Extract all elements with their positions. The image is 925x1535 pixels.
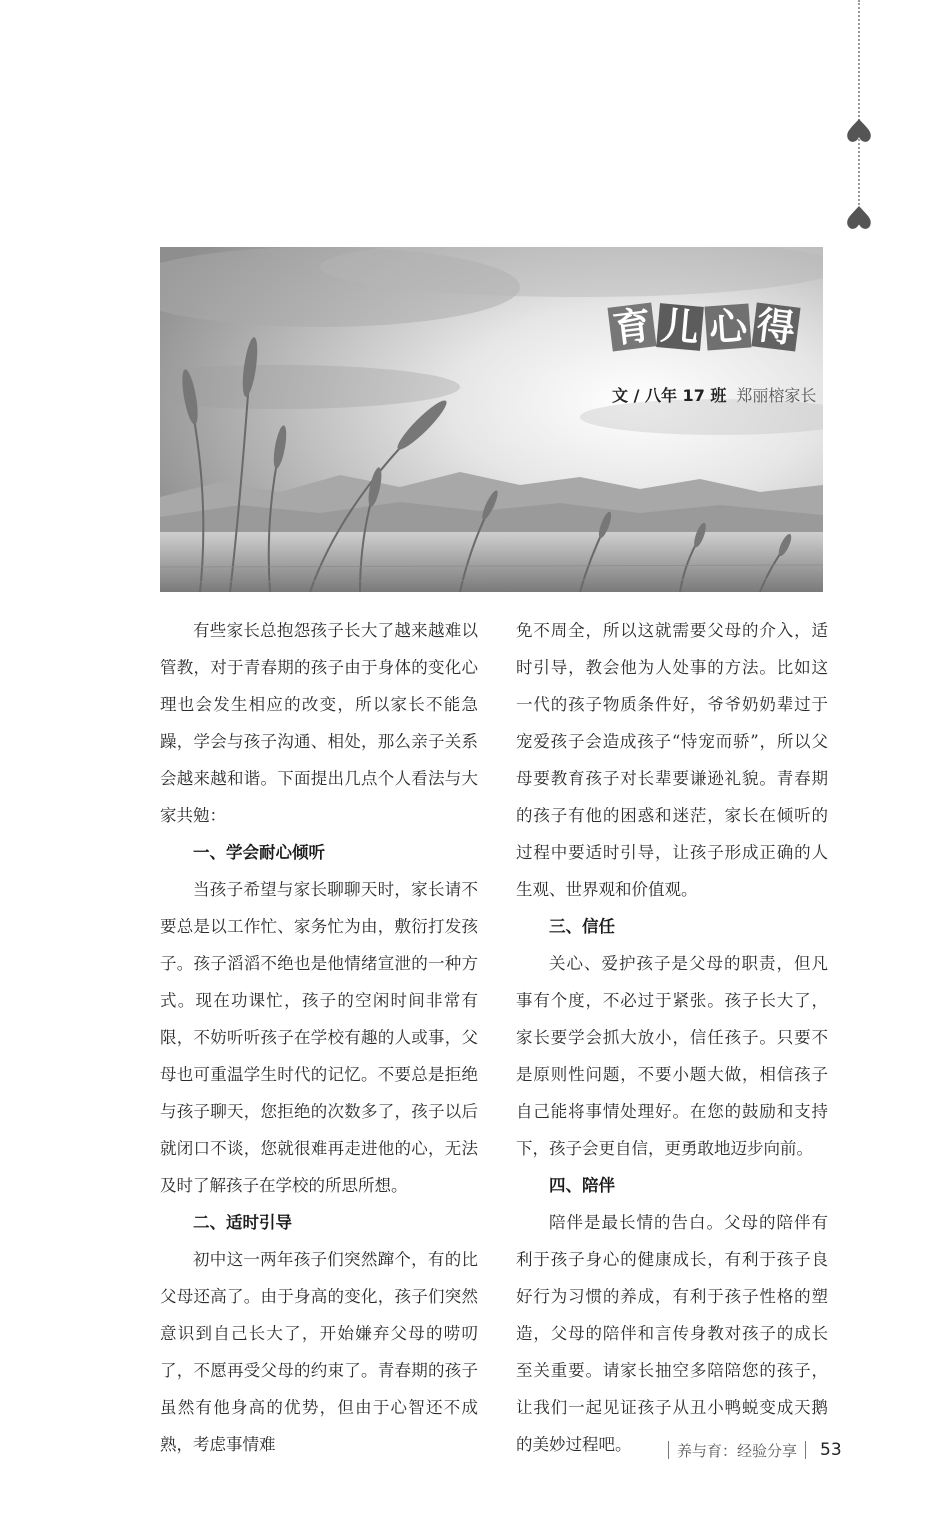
intro-paragraph: 有些家长总抱怨孩子长大了越来越难以管教，对于青春期的孩子由于身体的变化心理也会发生相应的改变，所以家长不能急躁，学会与孩子沟通、相处，那么亲子关系会越来越和谐。下面提出几点个人看法与大家共勉：: [160, 621, 478, 825]
title-character: 得: [751, 302, 800, 351]
dotted-divider-line: [858, 0, 860, 225]
footer-section-label: 养与育：经验分享: [677, 1441, 798, 1460]
author-byline: [612, 383, 816, 406]
section-paragraph: 当孩子希望与家长聊聊天时，家长请不要总是以工作忙、家务忙为由，敷衍打发孩子。孩子滔滔不绝也是他情绪宣泄的一种方式。现在功课忙，孩子的空闲时间非常有限，不妨听听孩子在学校有趣的人或事，父母也可重温学生时代的记忆。不要总是拒绝与孩子聊天，您拒绝的次数多了，孩子以后就闭口不谈，您就很难再走进他的心，无法及时了解孩子在学校的所思所想。: [160, 880, 478, 1195]
page-footer: [660, 1438, 842, 1462]
heart-icon: [845, 205, 873, 233]
left-text-column: [160, 612, 478, 1463]
header-banner-image: [160, 247, 823, 592]
section-heading: 一、学会耐心倾听: [193, 843, 325, 862]
title-character: 育: [607, 302, 656, 351]
section-paragraph: 初中这一两年孩子们突然蹿个，有的比父母还高了。由于身高的变化，孩子们突然意识到自己长大了，开始嫌弃父母的唠叨了，不愿再受父母的约束了。青春期的孩子虽然有他身高的优势，但由于心智还不成熟，考虑事情难: [160, 1250, 478, 1454]
byline-author: 郑丽榕家长: [736, 386, 817, 405]
section-paragraph-continued: 免不周全，所以这就需要父母的介入，适时引导，教会他为人处事的方法。比如这一代的孩子物质条件好，爷爷奶奶辈过于宠爱孩子会造成孩子“恃宠而骄”，所以父母要教育孩子对长辈要谦逊礼貌。青春期的孩子有他的困惑和迷茫，家长在倾听的过程中要适时引导，让孩子形成正确的人生观、世界观和价值观。: [516, 621, 828, 899]
section-heading: 四、陪伴: [549, 1176, 615, 1195]
title-character: 心: [705, 304, 752, 351]
footer-divider: [805, 1441, 806, 1459]
section-heading: 二、适时引导: [193, 1213, 292, 1232]
heart-icon: [845, 118, 873, 146]
section-paragraph: 陪伴是最长情的告白。父母的陪伴有利于孩子身心的健康成长，有利于孩子良好行为习惯的养成，有利于孩子性格的塑造，父母的陪伴和言传身教对孩子的成长至关重要。请家长抽空多陪陪您的孩子，让我们一起见证孩子从丑小鸭蜕变成天鹅的美妙过程吧。: [516, 1213, 828, 1454]
footer-divider: [668, 1441, 669, 1459]
section-heading: 三、信任: [549, 917, 615, 936]
title-character: 儿: [656, 303, 704, 351]
section-paragraph: 关心、爱护孩子是父母的职责，但凡事有个度，不必过于紧张。孩子长大了，家长要学会抓大放小，信任孩子。只要不是原则性问题，不要小题大做，相信孩子自己能将事情处理好。在您的鼓励和支持下，孩子会更自信，更勇敢地迈步向前。: [516, 954, 828, 1158]
right-text-column: [516, 612, 828, 1463]
article-title: [610, 302, 798, 352]
byline-class: 文 / 八年 17 班: [612, 386, 727, 405]
wheat-field-illustration: [160, 247, 823, 592]
page-number: 53: [820, 1440, 842, 1460]
